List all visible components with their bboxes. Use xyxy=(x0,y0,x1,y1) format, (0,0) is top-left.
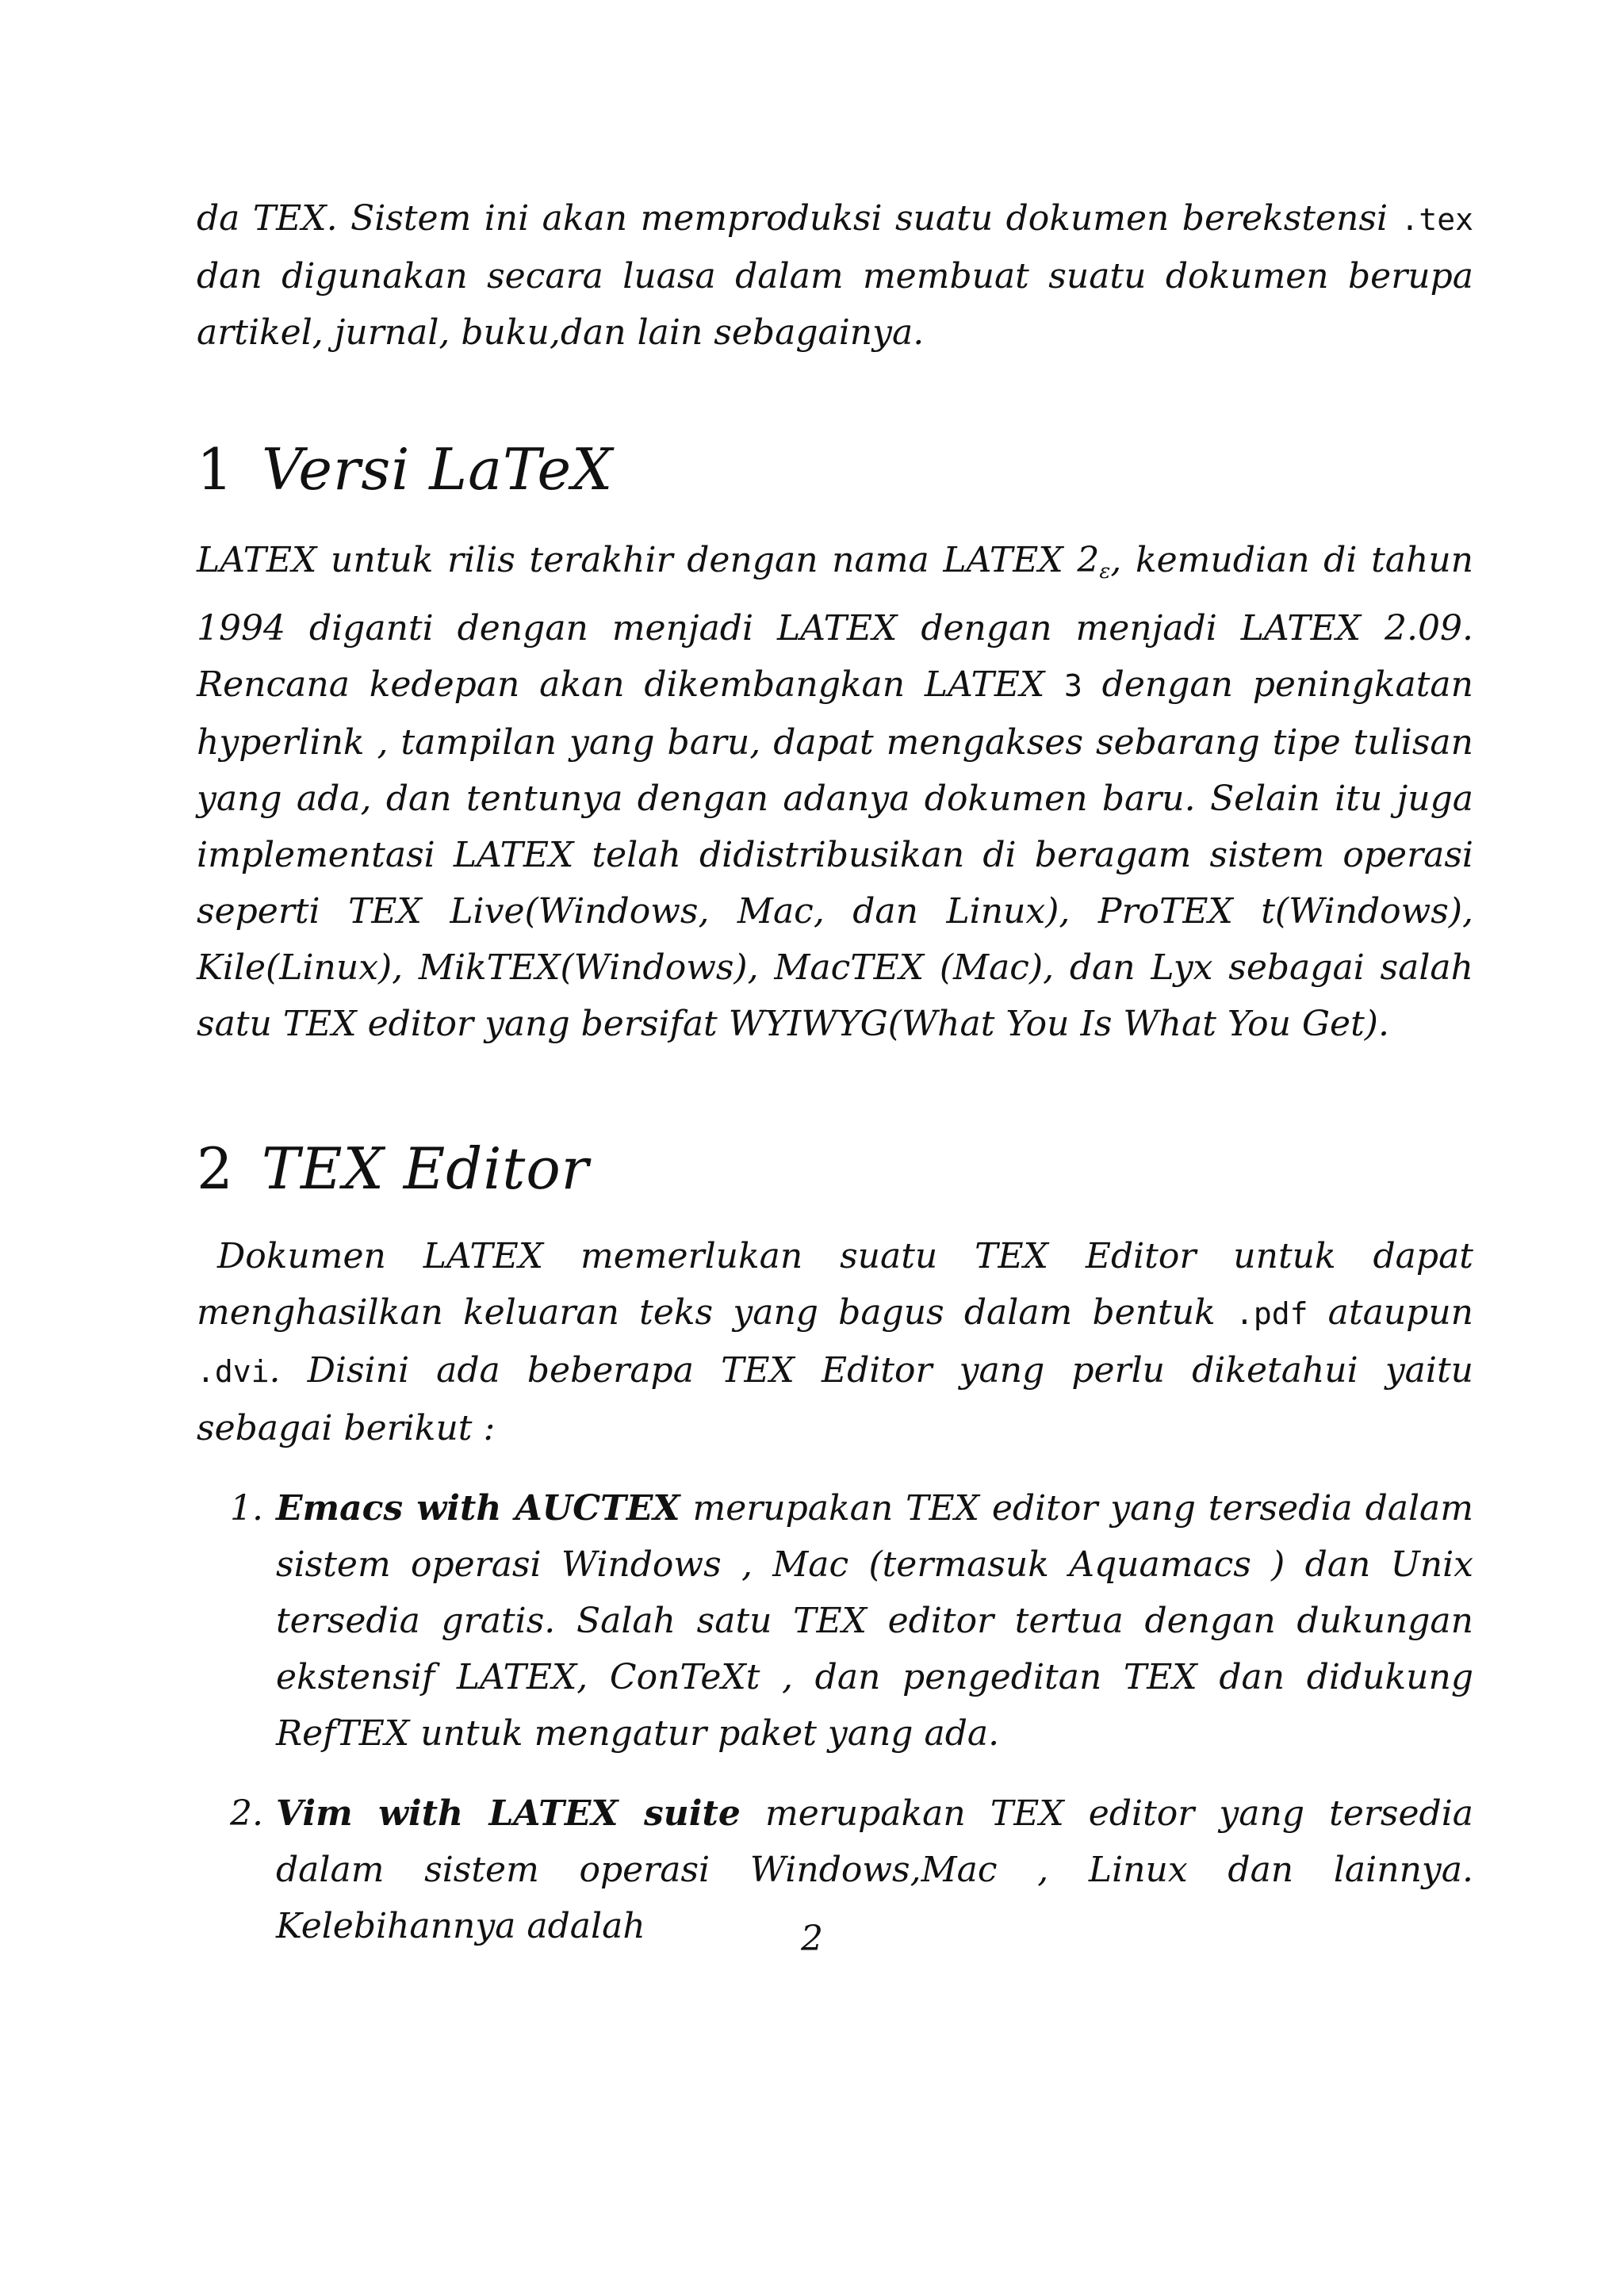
section-1-text-3: dengan peningkatan hyperlink , tampilan yang baru, dapat mengakses sebarang tipe tulisan yang ada, dan tentunya dengan adanya dokumen baru. Selain itu juga implementasi LATEX telah didistribusikan di beragam sistem operasi seperti TEX Live(Windows, Mac, dan Linux), ProTEX t(Windows), Kile(Linux), MikTEX(Windows), MacTEX (Mac), dan Lyx sebagai salah satu TEX editor yang bersifat WYIWYG(What You Is What You Get). xyxy=(197,664,1473,1044)
section-1-title: Versi LaTeX xyxy=(262,436,614,503)
page-content xyxy=(197,190,1473,1978)
section-2-heading xyxy=(197,1133,1473,1204)
list-item-name: Emacs with AUCTEX xyxy=(276,1488,680,1529)
list-item-text xyxy=(276,1480,1473,1762)
section-2-code-dvi: .dvi xyxy=(197,1354,270,1389)
page-number: 2 xyxy=(801,1919,823,1959)
list-item-number: 1. xyxy=(230,1488,263,1529)
list-item-description: merupakan TEX editor yang tersedia dalam sistem operasi Windows,Mac , Linux dan lainnya. Kelebihannya adalah xyxy=(276,1793,1474,1946)
section-1-subscript: ε xyxy=(1099,560,1111,584)
section-1-text-1: LATEX untuk rilis terakhir dengan nama LATEX 2 xyxy=(197,540,1100,580)
intro-text-2: dan digunakan secara luasa dalam membuat suatu dokumen berupa artikel, jurnal, buku,dan lain sebagainya. xyxy=(197,256,1473,353)
section-2-paragraph xyxy=(197,1228,1473,1456)
section-1-heading xyxy=(197,434,1473,505)
section-2-text-3: . Disini ada beberapa TEX Editor yang perlu diketahui yaitu sebagai berikut : xyxy=(197,1350,1473,1448)
intro-paragraph xyxy=(197,190,1473,361)
list-item-name: Vim with LATEX suite xyxy=(276,1793,741,1834)
intro-code-tex: .tex xyxy=(1400,202,1473,237)
section-2-code-pdf: .pdf xyxy=(1235,1296,1308,1331)
list-item xyxy=(197,1480,1473,1762)
section-1-code-3: 3 xyxy=(1064,668,1082,703)
section-2-title: TEX Editor xyxy=(262,1135,590,1202)
section-2-text-2: ataupun xyxy=(1308,1292,1473,1333)
section-2-text-1: Dokumen LATEX memerlukan suatu TEX Editor untuk dapat menghasilkan keluaran teks yang bagus dalam bentuk xyxy=(197,1236,1473,1333)
section-1-text-2: , kemudian di tahun 1994 diganti dengan menjadi LATEX dengan menjadi LATEX 2.09. Rencana kedepan akan dikembangkan LATEX xyxy=(197,540,1473,705)
list-item-description: merupakan TEX editor yang tersedia dalam sistem operasi Windows , Mac (termasuk Aquamacs ) dan Unix tersedia gratis. Salah satu TEX editor tertua dengan dukungan ekstensif LATEX, ConTeXt , dan pengeditan TEX dan didukung RefTEX untuk mengatur paket yang ada. xyxy=(276,1488,1474,1754)
list-item-number: 2. xyxy=(230,1793,263,1834)
section-1-paragraph xyxy=(197,532,1473,1052)
section-2-number: 2 xyxy=(197,1135,234,1202)
section-1-number: 1 xyxy=(197,436,234,503)
editor-list xyxy=(197,1480,1473,1954)
intro-text-1: da TEX. Sistem ini akan memproduksi suatu dokumen berekstensi xyxy=(197,198,1401,239)
